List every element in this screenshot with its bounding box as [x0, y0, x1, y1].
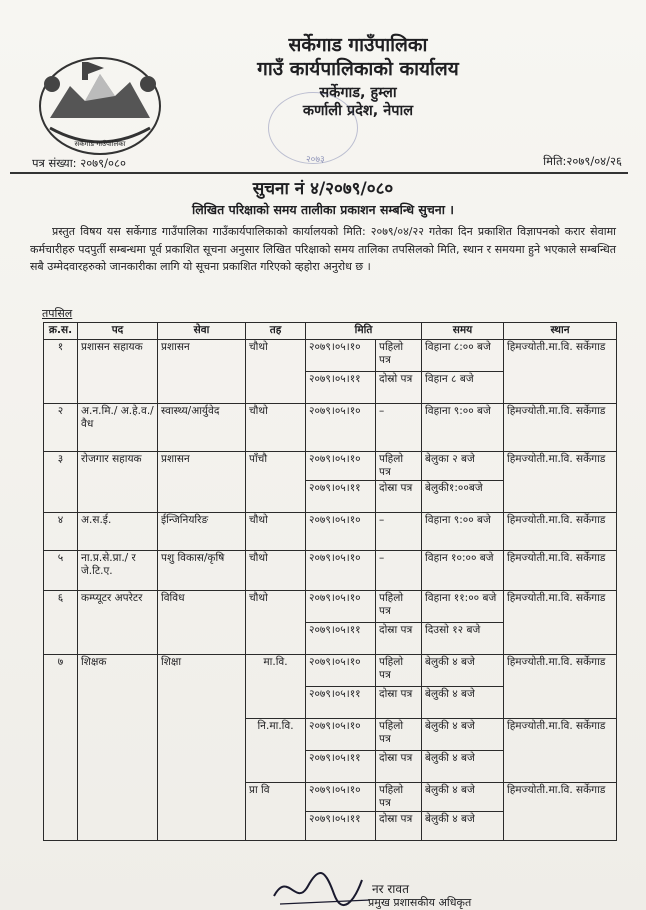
cell-time: दिउसो १२ बजे — [422, 623, 504, 655]
cell-date: २०७९।०५।१० — [306, 513, 376, 551]
table-row — [44, 452, 617, 481]
cell-tah: चौथो — [246, 513, 306, 551]
cell-time: बेलुकी ४ बजे — [422, 783, 504, 812]
stamp-year: २०७३ — [306, 155, 325, 165]
cell-sewa: ईन्जिनियरिङ — [158, 513, 246, 551]
cell-date: २०७९।०५।१० — [306, 404, 376, 452]
cell-place: हिमज्योती.मा.वि. सर्केगाड — [504, 719, 617, 783]
cell-place: हिमज्योती.मा.वि. सर्केगाड — [504, 655, 617, 719]
cell-patra: दोस्रा पत्र — [376, 623, 422, 655]
cell-time: विहान १०:०० बजे — [422, 551, 504, 591]
table-row — [44, 340, 617, 372]
cell-place: हिमज्योती.मा.वि. सर्केगाड — [504, 783, 617, 841]
cell-tah: नि.मा.वि. — [246, 719, 306, 783]
cell-sewa: पशु विकास/कृषि — [158, 551, 246, 591]
cell-patra: पहिलो पत्र — [376, 719, 422, 751]
cell-time: बेलुकी ४ बजे — [422, 655, 504, 687]
cell-time: बेलुकी ४ बजे — [422, 719, 504, 751]
cell-date: २०७९।०५।११ — [306, 812, 376, 841]
cell-time: बेलुकी ४ बजे — [422, 751, 504, 783]
header-miti: मिति — [306, 323, 422, 340]
municipality-name: सर्केगाड गाउँपालिका — [288, 34, 428, 56]
header-samay: समय — [422, 323, 504, 340]
cell-place: हिमज्योती.मा.वि. सर्केगाड — [504, 551, 617, 591]
cell-date: २०७९।०५।१० — [306, 591, 376, 623]
header-sewa: सेवा — [158, 323, 246, 340]
cell-sn: १ — [44, 340, 78, 404]
cell-tah: प्रा वि — [246, 783, 306, 841]
cell-date: २०७९।०५।११ — [306, 623, 376, 655]
cell-sn: ७ — [44, 655, 78, 841]
cell-time: बेलुकी१:००बजे — [422, 481, 504, 513]
cell-patra: दोस्रा पत्र — [376, 481, 422, 513]
cell-sn: ३ — [44, 452, 78, 513]
cell-patra: पहिलो पत्र — [376, 591, 422, 623]
cell-patra: दोस्रा पत्र — [376, 687, 422, 719]
office-name: गाउँ कार्यपालिकाको कार्यालय — [257, 57, 459, 80]
cell-date: २०७९।०५।११ — [306, 372, 376, 404]
cell-patra: दोस्रो पत्र — [376, 372, 422, 404]
cell-patra: दोस्रा पत्र — [376, 812, 422, 841]
cell-patra: पहिलो पत्र — [376, 340, 422, 372]
cell-post: प्रशासन सहायक — [78, 340, 158, 404]
cell-place: हिमज्योती.मा.वि. सर्केगाड — [504, 452, 617, 513]
cell-sn: २ — [44, 404, 78, 452]
cell-post: अ.स.ई. — [78, 513, 158, 551]
cell-post: रोजगार सहायक — [78, 452, 158, 513]
cell-sewa: स्वास्थ्य/आर्युवेद — [158, 404, 246, 452]
office-province: कर्णाली प्रदेश, नेपाल — [302, 102, 414, 119]
cell-patra: – — [376, 513, 422, 551]
table-row — [44, 551, 617, 591]
cell-patra: पहिलो पत्र — [376, 783, 422, 812]
cell-sewa: विविध — [158, 591, 246, 655]
letter-date: मिति:२०७९/०४/२६ — [543, 154, 622, 168]
cell-time: विहान ८ बजे — [422, 372, 504, 404]
cell-sn: ४ — [44, 513, 78, 551]
signatory-name: नर रावत — [372, 882, 409, 896]
cell-time: विहाना ९:०० बजे — [422, 513, 504, 551]
cell-post: ना.प्र.से.प्रा./ र जे.टि.ए. — [78, 551, 158, 591]
cell-date: २०७९।०५।११ — [306, 751, 376, 783]
table-row — [44, 404, 617, 452]
cell-patra: पहिलो पत्र — [376, 452, 422, 481]
cell-sewa: शिक्षा — [158, 655, 246, 841]
cell-post: कम्प्यूटर अपरेटर — [78, 591, 158, 655]
exam-schedule-table — [43, 322, 617, 841]
header-sn: क्र.स. — [44, 323, 78, 340]
cell-date: २०७९।०५।१० — [306, 551, 376, 591]
signatory-title: प्रमुख प्रशासकीय अधिकृत — [368, 896, 472, 909]
cell-sewa: प्रशासन — [158, 452, 246, 513]
cell-post: शिक्षक — [78, 655, 158, 841]
cell-place: हिमज्योती.मा.वि. सर्केगाड — [504, 404, 617, 452]
cell-tah: चौथो — [246, 551, 306, 591]
cell-patra: पहिलो पत्र — [376, 655, 422, 687]
cell-time: विहाना ८:०० बजे — [422, 340, 504, 372]
cell-time: बेलुकी ४ बजे — [422, 687, 504, 719]
table-row — [44, 591, 617, 623]
cell-tah: चौथो — [246, 404, 306, 452]
header-divider — [10, 172, 628, 174]
cell-time: विहाना ११:०० बजे — [422, 591, 504, 623]
header-tah: तह — [246, 323, 306, 340]
emblem-text: सर्केगाड गाउँपालिका — [74, 140, 126, 148]
cell-tah: चौथो — [246, 340, 306, 404]
cell-tah: मा.वि. — [246, 655, 306, 719]
notice-number: सुचना नं ४/२०७९/०८० — [252, 179, 394, 199]
cell-patra: – — [376, 404, 422, 452]
cell-date: २०७९।०५।१० — [306, 719, 376, 751]
notice-subject: लिखित परिक्षाको समय तालीका प्रकाशन सम्बन्धि सुचना । — [191, 202, 455, 217]
cell-sewa: प्रशासन — [158, 340, 246, 404]
cell-date: २०७९।०५।१० — [306, 783, 376, 812]
office-location: सर्केगाड, हुम्ला — [319, 84, 397, 101]
cell-date: २०७९।०५।११ — [306, 687, 376, 719]
cell-tah: पाँचौ — [246, 452, 306, 513]
cell-time: बेलुका २ बजे — [422, 452, 504, 481]
cell-sn: ५ — [44, 551, 78, 591]
cell-time: बेलुकी ४ बजे — [422, 812, 504, 841]
header-sthan: स्थान — [504, 323, 617, 340]
cell-date: २०७९।०५।११ — [306, 481, 376, 513]
cell-patra: दोस्रा पत्र — [376, 751, 422, 783]
cell-date: २०७९।०५।१० — [306, 655, 376, 687]
table-row — [44, 513, 617, 551]
cell-patra: – — [376, 551, 422, 591]
cell-date: २०७९।०५।१० — [306, 340, 376, 372]
table-header-row — [44, 323, 617, 340]
cell-sn: ६ — [44, 591, 78, 655]
cell-time: विहाना ९:०० बजे — [422, 404, 504, 452]
header-post: पद — [78, 323, 158, 340]
tapasil-label: तपसिल — [42, 307, 73, 320]
table-row — [44, 655, 617, 687]
notice-body: प्रस्तुत विषय यस सर्केगाड गाउँपालिका गाउँकार्यपालिकाको कार्यालयको मिति: २०७९/०४/२२ गतेका दिन प्रकाशित विज्ञापनको करार सेवामा कर्मचारीहरु पदपुर्ती सम्बन्धमा पूर्व प्रकाशित सूचना अनुसार लिखित परिक्षाको समय तालिका तपसिलको मिति, स्थान र समयमा हुने भएकाले सम्बन्धित सबै उम्मेदवारहरुको जानकारीका लागि यो सूचना प्रकाशित गरिएको व्हहोरा अनुरोध छ । — [30, 225, 616, 273]
cell-place: हिमज्योती.मा.वि. सर्केगाड — [504, 513, 617, 551]
letter-number: पत्र संख्या: २०७९/०८० — [32, 156, 126, 170]
cell-place: हिमज्योती.मा.वि. सर्केगाड — [504, 591, 617, 655]
cell-date: २०७९।०५।१० — [306, 452, 376, 481]
cell-place: हिमज्योती.मा.वि. सर्केगाड — [504, 340, 617, 404]
cell-post: अ.न.मि./ अ.हे.व./ वैध — [78, 404, 158, 452]
cell-tah: चौथो — [246, 591, 306, 655]
